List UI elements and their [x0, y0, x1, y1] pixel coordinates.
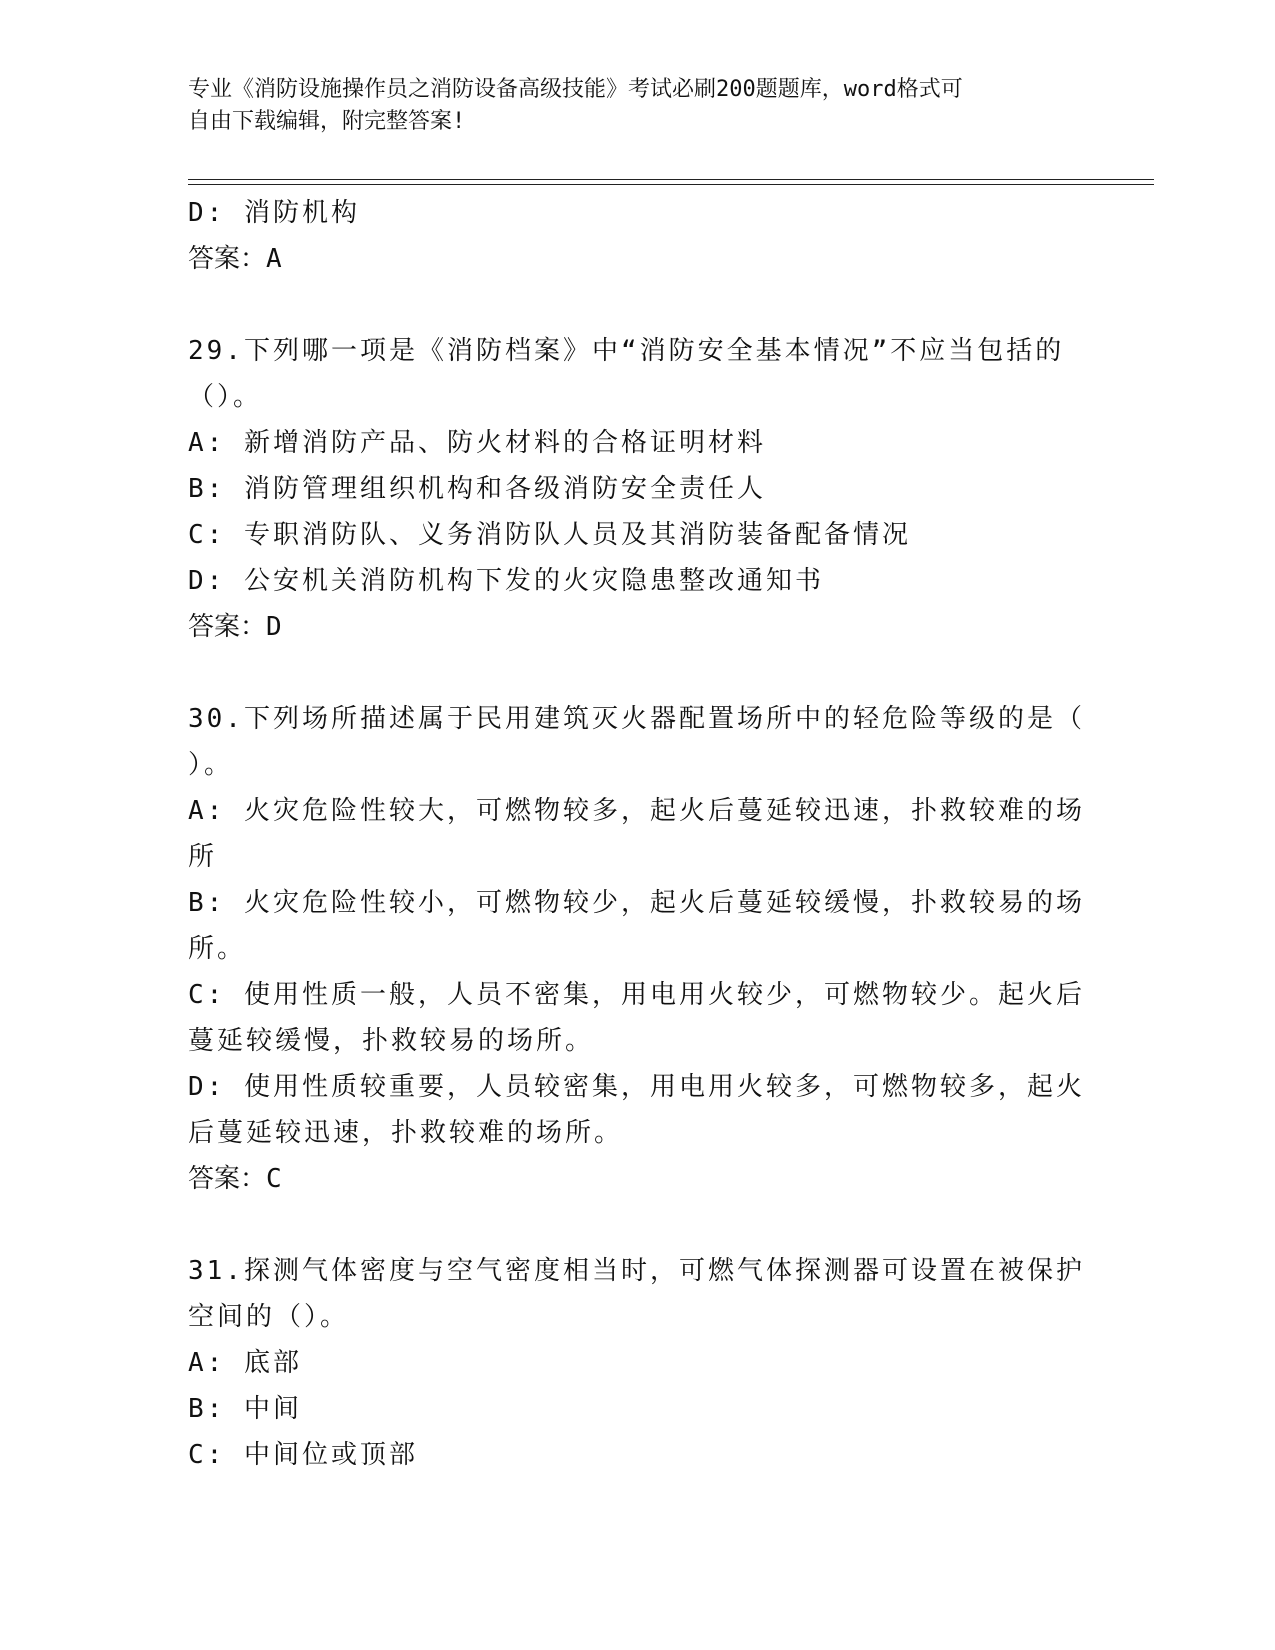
spacer [188, 282, 1088, 328]
header-divider-bottom [188, 184, 1154, 185]
q31-option-a: A: 底部 [188, 1348, 302, 1378]
spacer [188, 650, 1088, 696]
q29-option-d: D: 公安机关消防机构下发的火灾隐患整改通知书 [188, 566, 824, 596]
answer-value: A [266, 244, 282, 274]
q30-option-b-line-2: 所。 [188, 934, 247, 964]
q30-option-a-line-2: 所 [188, 842, 218, 872]
q30-option-d-line-2: 后蔓延较迅速，扑救较难的场所。 [188, 1118, 624, 1148]
q29-answer [188, 604, 1088, 650]
answer-value: D [266, 612, 282, 642]
q30-stem-line-1: 30.下列场所描述属于民用建筑灭火器配置场所中的轻危险等级的是（ [188, 704, 1085, 734]
q31-option-b: B: 中间 [188, 1394, 302, 1424]
answer-value: C [266, 1164, 282, 1194]
answer-label: 答案： [188, 1164, 267, 1194]
q29-option-b: B: 消防管理组织机构和各级消防安全责任人 [188, 474, 766, 504]
q30-option-b-line-1: B: 火灾危险性较小，可燃物较少，起火后蔓延较缓慢，扑救较易的场 [188, 888, 1085, 918]
q30-option-d-line-1: D: 使用性质较重要，人员较密集，用电用火较多，可燃物较多，起火 [188, 1072, 1085, 1102]
q30-answer [188, 1156, 1088, 1202]
header-line-2: 自由下载编辑，附完整答案! [188, 109, 466, 134]
document-header [188, 74, 1088, 138]
q28-option-d: D: 消防机构 [188, 198, 360, 228]
header-line-1: 专业《消防设施操作员之消防设备高级技能》考试必刷200题题库，word格式可 [188, 77, 963, 102]
q29-stem-line-2: （）。 [188, 382, 263, 412]
q28-answer [188, 236, 1088, 282]
q30-stem-line-2: ）。 [188, 750, 234, 780]
spacer [188, 1202, 1088, 1248]
q30-option-c-line-2: 蔓延较缓慢，扑救较易的场所。 [188, 1026, 595, 1056]
q31-stem-line-2: 空间的（）。 [188, 1302, 350, 1332]
answer-label: 答案： [188, 244, 267, 274]
q29-option-c: C: 专职消防队、义务消防队人员及其消防装备配备情况 [188, 520, 911, 550]
q29-stem-line-1: 29.下列哪一项是《消防档案》中“消防安全基本情况”不应当包括的 [188, 336, 1065, 366]
header-divider-top [188, 179, 1154, 180]
answer-label: 答案： [188, 612, 267, 642]
question-list [188, 190, 1088, 1478]
q29-option-a: A: 新增消防产品、防火材料的合格证明材料 [188, 428, 766, 458]
q31-option-c: C: 中间位或顶部 [188, 1440, 418, 1470]
q30-option-a-line-1: A: 火灾危险性较大，可燃物较多，起火后蔓延较迅速，扑救较难的场 [188, 796, 1085, 826]
q31-stem-line-1: 31.探测气体密度与空气密度相当时，可燃气体探测器可设置在被保护 [188, 1256, 1085, 1286]
q30-option-c-line-1: C: 使用性质一般，人员不密集，用电用火较少，可燃物较少。起火后 [188, 980, 1085, 1010]
